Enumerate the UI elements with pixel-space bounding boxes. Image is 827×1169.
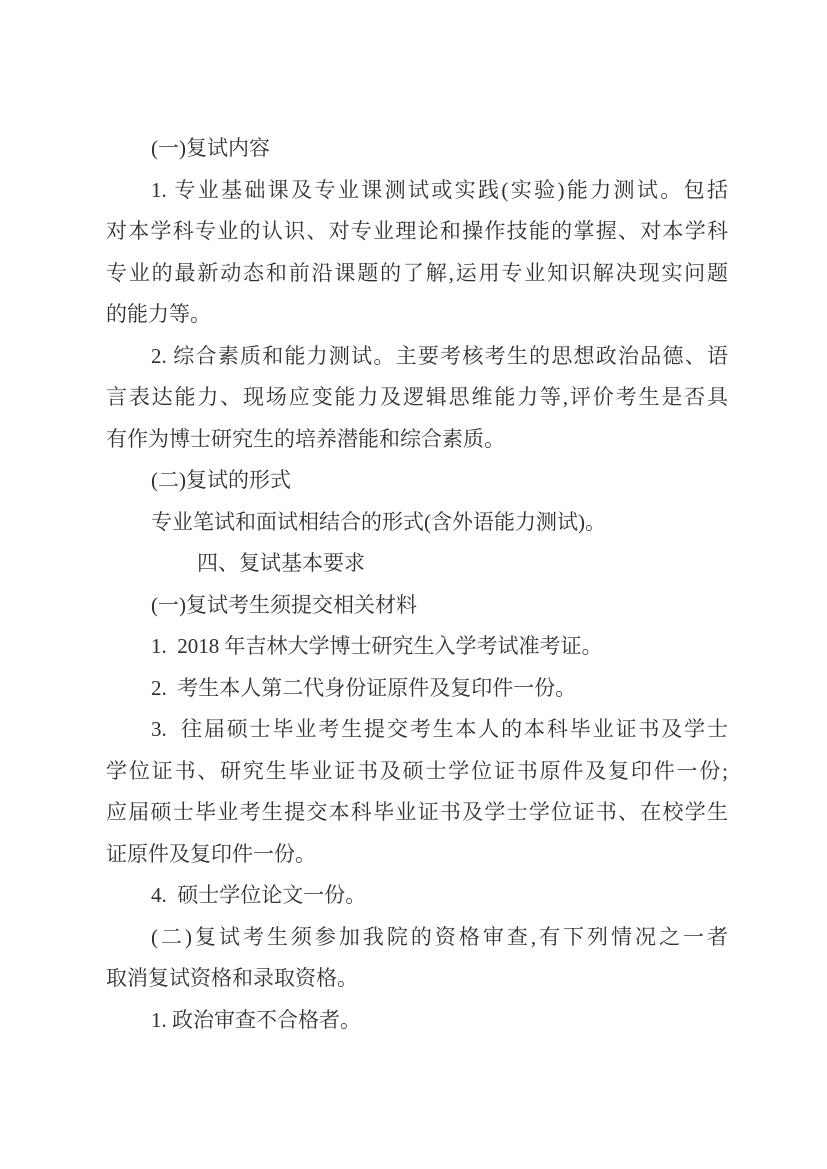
text-line-17: 应届硕士毕业考生提交本科毕业证书及学士学位证书、在校学生 [106,800,728,824]
text-line-9: (二)复试的形式 [151,468,291,492]
text-line-5: 的能力等。 [106,302,211,326]
text-line-15: 3. 往届硕士毕业考生提交考生本人的本科毕业证书及学士 [151,717,728,741]
text-line-12: (一)复试考生须提交相关材料 [151,592,417,617]
text-line-20: (二)复试考生须参加我院的资格审查,有下列情况之一者 [151,924,728,949]
text-line-22: 1. 政治审查不合格者。 [151,1007,361,1032]
text-line-21: 取消复试资格和录取资格。 [106,966,358,990]
text-line-3: 对本学科专业的认识、对专业理论和操作技能的掌握、对本学科 [106,219,728,243]
document-body [106,128,728,1041]
text-line-11: 四、复试基本要求 [197,551,365,575]
text-line-8: 有作为博士研究生的培养潜能和综合素质。 [106,426,505,451]
text-line-19: 4. 硕士学位论文一份。 [151,883,367,907]
text-line-4: 专业的最新动态和前沿课题的了解,运用专业知识解决现实问题 [106,260,728,285]
text-line-6: 2. 综合素质和能力测试。主要考核考生的思想政治品德、语 [151,343,728,368]
text-line-1: (一)复试内容 [151,136,270,160]
text-line-18: 证原件及复印件一份。 [106,841,316,866]
text-line-14: 2. 考生本人第二代身份证原件及复印件一份。 [151,675,577,700]
text-line-7: 言表达能力、现场应变能力及逻辑思维能力等,评价考生是否具 [106,385,728,409]
text-line-10: 专业笔试和面试相结合的形式(含外语能力测试)。 [151,509,606,534]
text-line-2: 1. 专业基础课及专业课测试或实践(实验)能力测试。包括 [151,177,728,202]
text-line-13: 1. 2018 年吉林大学博士研究生入学考试准考证。 [151,634,603,658]
text-line-16: 学位证书、研究生毕业证书及硕士学位证书原件及复印件一份; [106,758,728,783]
